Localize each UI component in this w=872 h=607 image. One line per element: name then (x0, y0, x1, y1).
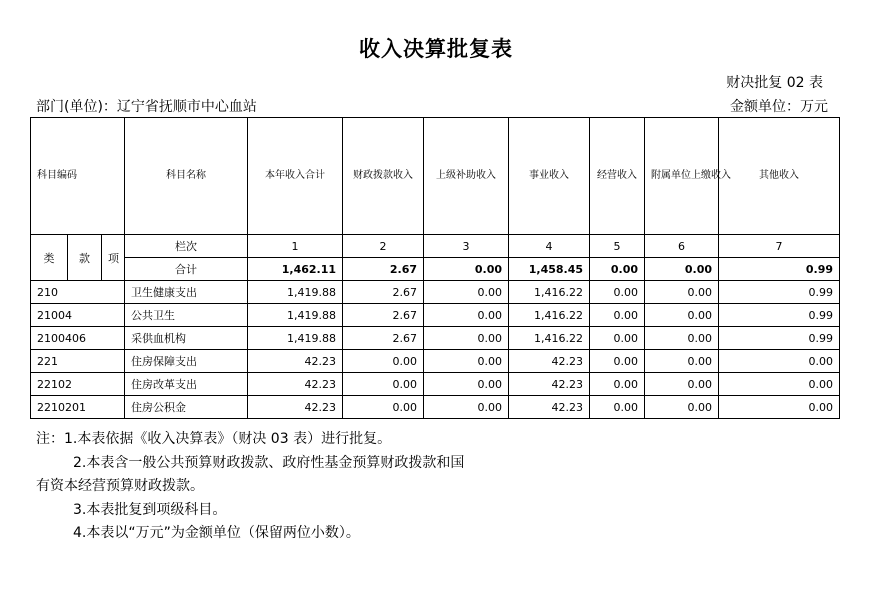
header-lei: 类 (31, 235, 68, 281)
row-value: 1,419.88 (248, 304, 343, 327)
header-kuan: 款 (68, 235, 102, 281)
row-value: 0.00 (645, 327, 719, 350)
row-value: 42.23 (509, 396, 590, 419)
header-code: 科目编码 (31, 118, 125, 235)
row-value: 0.00 (719, 396, 840, 419)
row-code: 2210201 (31, 396, 125, 419)
column-number-row (31, 235, 840, 258)
row-value: 0.00 (424, 327, 509, 350)
row-value: 42.23 (509, 350, 590, 373)
table-row (31, 396, 840, 419)
row-name: 公共卫生 (125, 304, 248, 327)
income-approval-table (30, 117, 840, 419)
note-line: 3.本表批复到项级科目。 (73, 501, 227, 518)
note-line: 2.本表含一般公共预算财政拨款、政府性基金预算财政拨款和国 (73, 454, 465, 471)
row-value: 1,416.22 (509, 281, 590, 304)
row-value: 0.00 (719, 350, 840, 373)
row-name: 卫生健康支出 (125, 281, 248, 304)
row-code: 2100406 (31, 327, 125, 350)
row-value: 0.00 (590, 373, 645, 396)
form-number: 财决批复 02 表 (726, 75, 823, 91)
row-value: 2.67 (343, 304, 424, 327)
row-value: 0.00 (343, 373, 424, 396)
col-num: 2 (343, 235, 424, 258)
row-value: 0.00 (645, 281, 719, 304)
row-value: 1,416.22 (509, 327, 590, 350)
note-line: 4.本表以“万元”为金额单位（保留两位小数）。 (73, 525, 360, 541)
table-row (31, 373, 840, 396)
header-column-label: 栏次 (125, 235, 248, 258)
total-value: 0.00 (590, 258, 645, 281)
department-label: 部门(单位)：辽宁省抚顺市中心血站 (36, 99, 257, 115)
row-value: 0.00 (590, 396, 645, 419)
header-affiliated: 附属单位上缴收入 (645, 118, 719, 235)
row-name: 住房公积金 (125, 396, 248, 419)
row-value: 42.23 (509, 373, 590, 396)
page-title: 收入决算批复表 (359, 37, 513, 61)
row-code: 22102 (31, 373, 125, 396)
total-value: 1,458.45 (509, 258, 590, 281)
row-value: 0.99 (719, 281, 840, 304)
row-value: 0.00 (424, 304, 509, 327)
table-row (31, 281, 840, 304)
row-value: 0.00 (424, 281, 509, 304)
col-num: 4 (509, 235, 590, 258)
row-value: 0.00 (590, 304, 645, 327)
col-num: 6 (645, 235, 719, 258)
header-fiscal: 财政拨款收入 (343, 118, 424, 235)
row-name: 住房改革支出 (125, 373, 248, 396)
data-rows (31, 281, 840, 419)
total-value: 0.00 (645, 258, 719, 281)
row-code: 21004 (31, 304, 125, 327)
col-num: 7 (719, 235, 840, 258)
row-value: 0.99 (719, 327, 840, 350)
header-operating: 经营收入 (590, 118, 645, 235)
row-value: 0.00 (645, 373, 719, 396)
row-code: 210 (31, 281, 125, 304)
header-name: 科目名称 (125, 118, 248, 235)
table-row (31, 350, 840, 373)
row-value: 0.00 (590, 350, 645, 373)
row-value: 0.00 (424, 396, 509, 419)
header-superior: 上级补助收入 (424, 118, 509, 235)
note-line: 注：1.本表依据《收入决算表》（财决 03 表）进行批复。 (36, 431, 392, 447)
table-row (31, 304, 840, 327)
total-value: 2.67 (343, 258, 424, 281)
amount-unit-label: 金额单位：万元 (730, 99, 828, 115)
table-row (31, 327, 840, 350)
row-value: 0.00 (590, 327, 645, 350)
row-value: 0.00 (645, 396, 719, 419)
row-value: 1,419.88 (248, 281, 343, 304)
row-value: 0.99 (719, 304, 840, 327)
row-code: 221 (31, 350, 125, 373)
row-value: 42.23 (248, 350, 343, 373)
header-row (31, 118, 840, 235)
header-other: 其他收入 (719, 118, 840, 235)
row-name: 采供血机构 (125, 327, 248, 350)
total-value: 0.00 (424, 258, 509, 281)
row-value: 42.23 (248, 373, 343, 396)
header-xiang: 项 (102, 235, 125, 281)
row-value: 0.00 (645, 350, 719, 373)
header-total: 本年收入合计 (248, 118, 343, 235)
col-num: 5 (590, 235, 645, 258)
row-value: 2.67 (343, 281, 424, 304)
row-name: 住房保障支出 (125, 350, 248, 373)
row-value: 1,419.88 (248, 327, 343, 350)
total-label: 合计 (125, 258, 248, 281)
col-num: 3 (424, 235, 509, 258)
header-business: 事业收入 (509, 118, 590, 235)
row-value: 0.00 (424, 373, 509, 396)
row-value: 2.67 (343, 327, 424, 350)
total-value: 0.99 (719, 258, 840, 281)
col-num: 1 (248, 235, 343, 258)
notes (36, 428, 464, 546)
total-row (31, 258, 840, 281)
row-value: 0.00 (343, 350, 424, 373)
note-line: 有资本经营预算财政拨款。 (36, 478, 204, 494)
row-value: 0.00 (343, 396, 424, 419)
row-value: 0.00 (590, 281, 645, 304)
row-value: 0.00 (645, 304, 719, 327)
row-value: 42.23 (248, 396, 343, 419)
total-value: 1,462.11 (248, 258, 343, 281)
row-value: 0.00 (424, 350, 509, 373)
row-value: 1,416.22 (509, 304, 590, 327)
row-value: 0.00 (719, 373, 840, 396)
